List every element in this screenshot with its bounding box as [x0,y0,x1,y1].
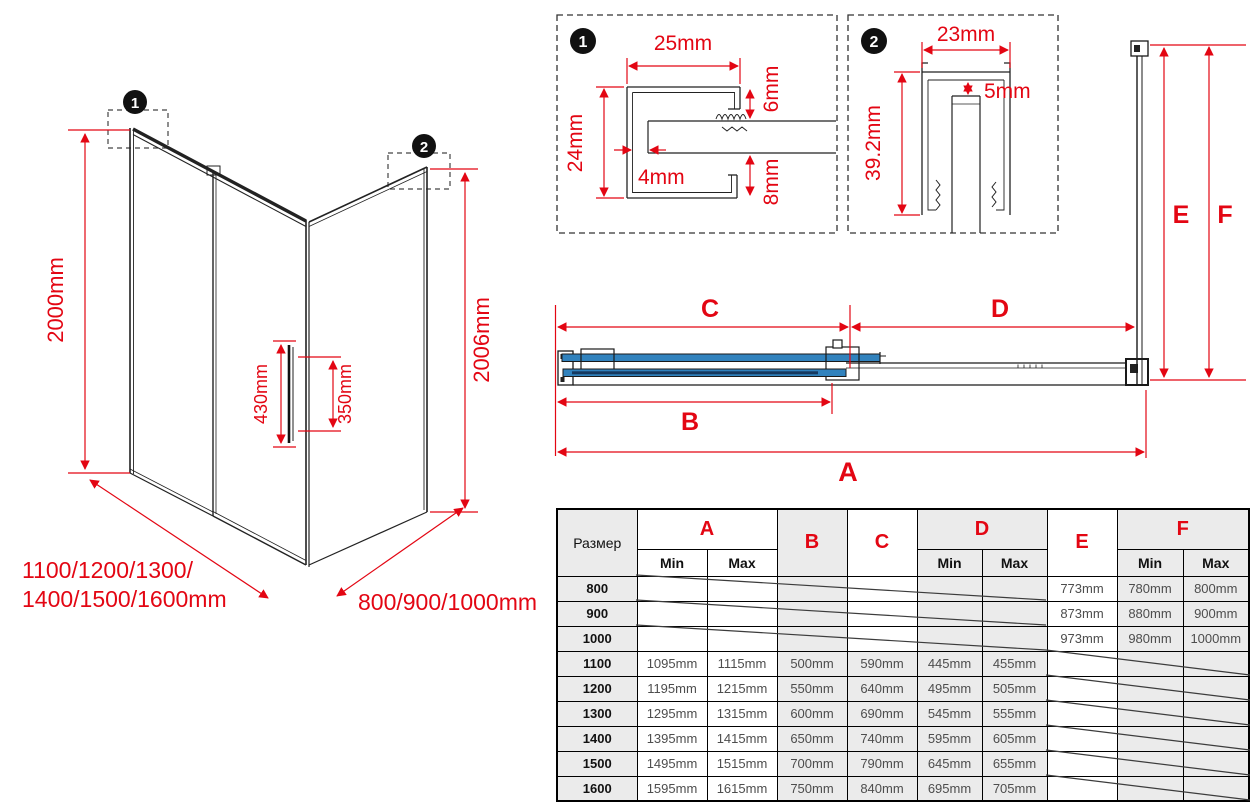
detail-1-wall-profile [557,15,837,233]
table-cell-b: 750mm [777,776,847,801]
table-cell-a-min: 1595mm [637,776,707,801]
table-cell-d-min: 545mm [917,701,982,726]
table-cell-d-max: 605mm [982,726,1047,751]
table-cell-d-max [982,576,1047,601]
subheader-d-min: Min [917,549,982,576]
column-header-b: B [777,509,847,576]
table-cell-f-min [1117,726,1183,751]
dim-side-width-line [337,508,463,596]
table-cell-b: 650mm [777,726,847,751]
table-cell-e: 873mm [1047,601,1117,626]
subheader-f-min: Min [1117,549,1183,576]
table-cell-c: 740mm [847,726,917,751]
table-cell-size: 1600 [557,776,637,801]
subheader-d-max: Max [982,549,1047,576]
dim-24mm-label: 24mm [564,113,587,173]
table-cell-c: 590mm [847,651,917,676]
table-cell-c: 690mm [847,701,917,726]
dim-4mm-label: 4mm [638,166,685,189]
table-cell-f-max [1183,651,1249,676]
table-cell-a-max: 1415mm [707,726,777,751]
dim-25mm [627,58,740,84]
table-cell-size: 1200 [557,676,637,701]
table-cell-d-min: 495mm [917,676,982,701]
dim-b-label: B [680,408,700,436]
table-cell-c [847,601,917,626]
glass-edge [648,121,836,153]
table-row [557,651,1249,676]
table-cell-d-min [917,576,982,601]
marker-1-number: 1 [130,95,140,112]
table-cell-b [777,576,847,601]
side-panel [309,167,427,565]
table-cell-e [1047,701,1117,726]
dim-f-label: F [1217,201,1233,229]
table-cell-d-max: 555mm [982,701,1047,726]
dim-c-label: C [700,295,720,323]
front-widths-label-line2: 1400/1500/1600mm [22,586,227,612]
table-cell-f-min: 880mm [1117,601,1183,626]
table-cell-f-min: 780mm [1117,576,1183,601]
table-cell-d-max [982,601,1047,626]
dim-430mm-label: 430mm [251,363,271,425]
table-cell-e [1047,776,1117,801]
side-panel-plan [1131,41,1148,384]
table-cell-a-max: 1315mm [707,701,777,726]
table-cell-f-max: 1000mm [1183,626,1249,651]
marker-2-number: 2 [419,139,429,156]
detail-2-marker-number: 2 [869,34,879,51]
dim-8mm-label: 8mm [760,158,783,206]
table-cell-f-min [1117,776,1183,801]
table-cell-a-min: 1295mm [637,701,707,726]
table-cell-d-min: 645mm [917,751,982,776]
table-cell-f-max [1183,776,1249,801]
table-cell-a-min [637,576,707,601]
table-cell-f-max: 900mm [1183,601,1249,626]
table-row [557,701,1249,726]
table-cell-size: 900 [557,601,637,626]
table-cell-d-min [917,601,982,626]
table-cell-f-max [1183,751,1249,776]
table-cell-c: 640mm [847,676,917,701]
sliding-glass-panel [562,354,880,362]
table-row [557,676,1249,701]
table-row [557,726,1249,751]
table-cell-a-min: 1095mm [637,651,707,676]
table-cell-f-max [1183,676,1249,701]
table-cell-c: 790mm [847,751,917,776]
dim-a-label: A [838,457,858,487]
column-header-a: A [637,509,777,549]
table-row [557,601,1249,626]
detail-2-top-guide-profile [848,15,1058,233]
table-cell-f-max [1183,726,1249,751]
side-widths-label: 800/900/1000mm [358,589,538,615]
column-header-size: Размер [557,509,637,576]
isometric-enclosure-drawing [43,90,494,598]
table-cell-b [777,626,847,651]
table-row [557,776,1249,801]
column-header-d: D [917,509,1047,549]
dim-23mm-label: 23mm [936,23,996,46]
subheader-a-max: Max [707,549,777,576]
table-cell-d-max: 505mm [982,676,1047,701]
table-cell-c [847,626,917,651]
table-cell-a-min [637,601,707,626]
table-cell-a-min [637,626,707,651]
table-row [557,626,1249,651]
table-cell-e: 773mm [1047,576,1117,601]
dim-5mm-label: 5mm [984,80,1031,103]
table-cell-b: 550mm [777,676,847,701]
table-cell-a-max: 1215mm [707,676,777,701]
table-cell-a-max: 1615mm [707,776,777,801]
table-cell-f-max: 800mm [1183,576,1249,601]
subheader-f-max: Max [1183,549,1249,576]
dim-24mm [596,87,624,198]
table-cell-a-min: 1495mm [637,751,707,776]
table-cell-size: 800 [557,576,637,601]
table-cell-a-min: 1195mm [637,676,707,701]
table-row [557,751,1249,776]
table-cell-a-max [707,626,777,651]
table-cell-e [1047,726,1117,751]
table-cell-e [1047,751,1117,776]
dim-39.2mm [894,72,920,215]
dim-e-label: E [1172,201,1190,229]
table-cell-c: 840mm [847,776,917,801]
table-cell-d-min: 445mm [917,651,982,676]
subheader-a-min: Min [637,549,707,576]
gasket-clip [716,115,746,120]
column-header-e: E [1047,509,1117,576]
table-cell-d-min [917,626,982,651]
dim-2000mm-label: 2000mm [43,257,68,343]
table-cell-a-max: 1515mm [707,751,777,776]
table-cell-size: 1100 [557,651,637,676]
table-cell-b: 600mm [777,701,847,726]
dim-25mm-label: 25mm [653,32,713,55]
table-cell-e [1047,676,1117,701]
table-cell-b [777,601,847,626]
table-cell-a-min: 1395mm [637,726,707,751]
table-cell-d-min: 595mm [917,726,982,751]
gasket-clip [936,180,940,210]
table-cell-size: 1400 [557,726,637,751]
table-cell-d-max: 705mm [982,776,1047,801]
table-cell-e: 973mm [1047,626,1117,651]
column-header-f: F [1117,509,1249,549]
table-cell-d-max: 455mm [982,651,1047,676]
front-panel-and-door [130,128,309,567]
dim-6mm-label: 6mm [760,65,783,113]
table-cell-size: 1300 [557,701,637,726]
glass-edge [952,96,980,233]
detail-1-marker-number: 1 [578,34,588,51]
dim-d-label: D [990,295,1010,323]
table-cell-d-max [982,626,1047,651]
table-cell-size: 1500 [557,751,637,776]
table-cell-d-max: 655mm [982,751,1047,776]
column-header-c: C [847,509,917,576]
table-cell-a-max [707,576,777,601]
table-cell-f-max [1183,701,1249,726]
table-cell-f-min [1117,701,1183,726]
table-cell-f-min [1117,651,1183,676]
table-cell-f-min: 980mm [1117,626,1183,651]
front-widths-label-line1: 1100/1200/1300/ [22,557,193,583]
table-cell-size: 1000 [557,626,637,651]
table-cell-d-min: 695mm [917,776,982,801]
table-cell-e [1047,651,1117,676]
table-row [557,576,1249,601]
table-cell-f-min [1117,751,1183,776]
table-cell-b: 500mm [777,651,847,676]
size-spec-table [556,508,1250,802]
table-cell-b: 700mm [777,751,847,776]
dim-39.2mm-label: 39.2mm [862,105,885,181]
table-cell-f-min [1117,676,1183,701]
table-cell-a-max [707,601,777,626]
dim-350mm-label: 350mm [335,363,355,425]
table-cell-c [847,576,917,601]
dim-2000mm [68,130,130,473]
table-cell-a-max: 1115mm [707,651,777,676]
dim-2006mm-label: 2006mm [469,297,494,383]
